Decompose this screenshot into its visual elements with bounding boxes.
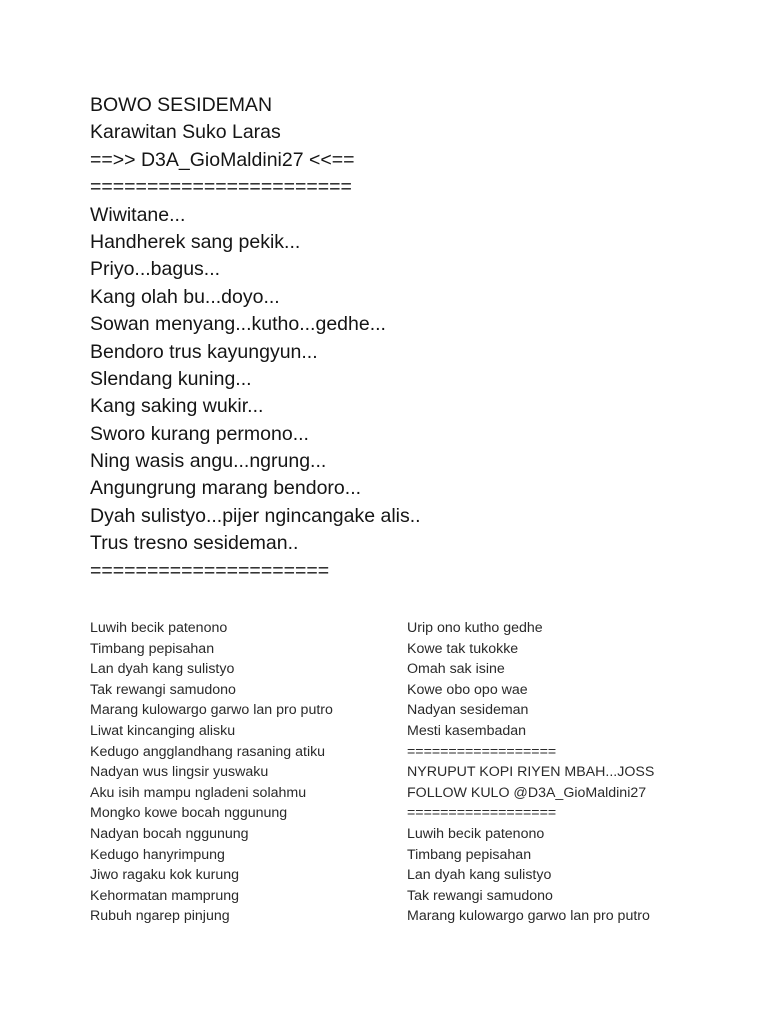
song-title: BOWO SESIDEMAN [90,94,273,116]
separator-line: ================== [407,743,557,760]
lyric-line: Marang kulowargo garwo lan pro putro [407,908,650,925]
lyric-line: Mesti kasembadan [407,722,527,739]
lyric-line: Jiwo ragaku kok kurung [90,867,240,884]
song-subtitle: Karawitan Suko Laras [90,121,281,144]
lyric-line: Lan dyah kang sulistyo [407,867,552,884]
lyric-line: Wiwitane... [90,203,186,226]
lyric-line: Sworo kurang permono... [90,422,309,445]
lyric-line: Nadyan sesideman [407,702,529,719]
lyric-line: Dyah sulistyo...pijer ngincangake alis.. [90,504,421,527]
lyric-line: Kehormatan mamprung [90,887,240,904]
separator-line: ================== [407,805,557,822]
lyric-line: Ning wasis angu...ngrung... [90,450,327,473]
lyric-line: Rubuh ngarep pinjung [90,908,230,925]
separator-line: ===================== [90,559,330,582]
lyric-line: Angungrung marang bendoro... [90,477,362,500]
lyric-line: Timbang pepisahan [90,640,215,657]
lyric-line: Luwih becik patenono [90,620,228,636]
lyric-line: Sowan menyang...kutho...gedhe... [90,313,386,336]
follow-line: FOLLOW KULO @D3A_GioMaldini27 [407,784,647,801]
song-intro-block [90,92,710,585]
lyric-line: Slendang kuning... [90,367,252,390]
lyrics-right-column [407,618,737,927]
lyric-line: Omah sak isine [407,661,505,678]
lyric-line: Nadyan bocah nggunung [90,825,249,842]
lyric-line: Urip ono kutho gedhe [407,620,543,636]
lyric-line: Aku isih mampu ngladeni solahmu [90,784,307,801]
lyric-line: Kedugo angglandhang rasaning atiku [90,743,326,760]
lyric-line: Kang saking wukir... [90,395,264,418]
lyrics-left-column [90,618,420,927]
lyric-line: Tak rewangi samudono [90,681,236,698]
lyric-line: Priyo...bagus... [90,258,221,281]
lyric-line: Handherek sang pekik... [90,230,301,253]
lyric-line: Mongko kowe bocah nggunung [90,805,288,822]
lyric-line: Tak rewangi samudono [407,887,553,904]
lyric-line: Bendoro trus kayungyun... [90,340,318,363]
lyric-line: Kedugo hanyrimpung [90,846,225,863]
lyric-line: Marang kulowargo garwo lan pro putro [90,702,333,719]
lyric-line: Nadyan wus lingsir yuswaku [90,764,269,781]
lyric-line: Kowe obo opo wae [407,681,528,698]
lyric-line: Timbang pepisahan [407,846,532,863]
promo-line: NYRUPUT KOPI RIYEN MBAH...JOSS [407,764,655,781]
lyric-line: Kang olah bu...doyo... [90,285,280,308]
lyric-line: Kowe tak tukokke [407,640,519,657]
lyric-line: Lan dyah kang sulistyo [90,661,235,678]
lyric-line: Liwat kincanging alisku [90,722,236,739]
lyric-line: Trus tresno sesideman.. [90,532,299,555]
author-line: ==>> D3A_GioMaldini27 <<== [90,148,355,171]
separator-line: ======================= [90,176,352,199]
lyric-line: Luwih becik patenono [407,825,545,842]
